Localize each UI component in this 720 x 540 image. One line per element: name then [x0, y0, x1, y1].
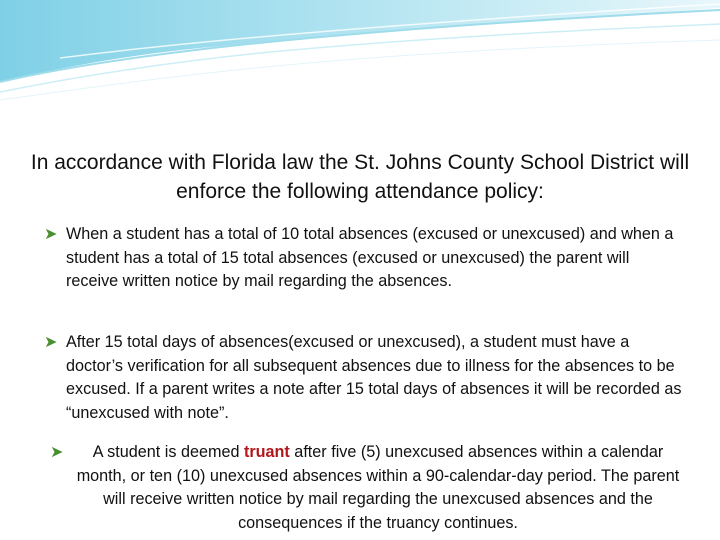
- arrow-bullet-icon: ➤: [50, 444, 64, 461]
- bullet-text-before: A student is deemed: [92, 443, 244, 461]
- bullet-text-after: after five (5) unexcused absences within a calendar month, or ten (10) unexcused absences within a 90-calendar-day period. The parent will receive written notice by mail regarding the unexcused absences and the consequences if the truancy continues.: [76, 443, 680, 532]
- truant-highlight: truant: [243, 443, 290, 461]
- bullet-text: [72, 441, 684, 535]
- policy-bullet-10-absences: [44, 223, 684, 294]
- bullet-text: After 15 total days of absences(excused or unexcused), a student must have a doctor’s verification for all subsequent absences due to illness for the absences to be excused. If a parent writes a note after 15 total days of absences it will be recorded as “unexcused with note”.: [66, 333, 682, 422]
- slide-title: In accordance with Florida law the St. Johns County School District will enforce the following attendance policy:: [30, 151, 690, 203]
- policy-bullet-15-days: [44, 331, 684, 425]
- arrow-bullet-icon: ➤: [44, 334, 58, 351]
- header-swoosh-decoration: [0, 0, 720, 110]
- bullet-text: When a student has a total of 10 total absences (excused or unexcused) and when a student has a total of 15 total absences (excused or unexcused) the parent will receive written notice by mail regarding the absences.: [66, 225, 674, 290]
- arrow-bullet-icon: ➤: [44, 226, 58, 243]
- policy-bullet-truancy: [50, 441, 684, 535]
